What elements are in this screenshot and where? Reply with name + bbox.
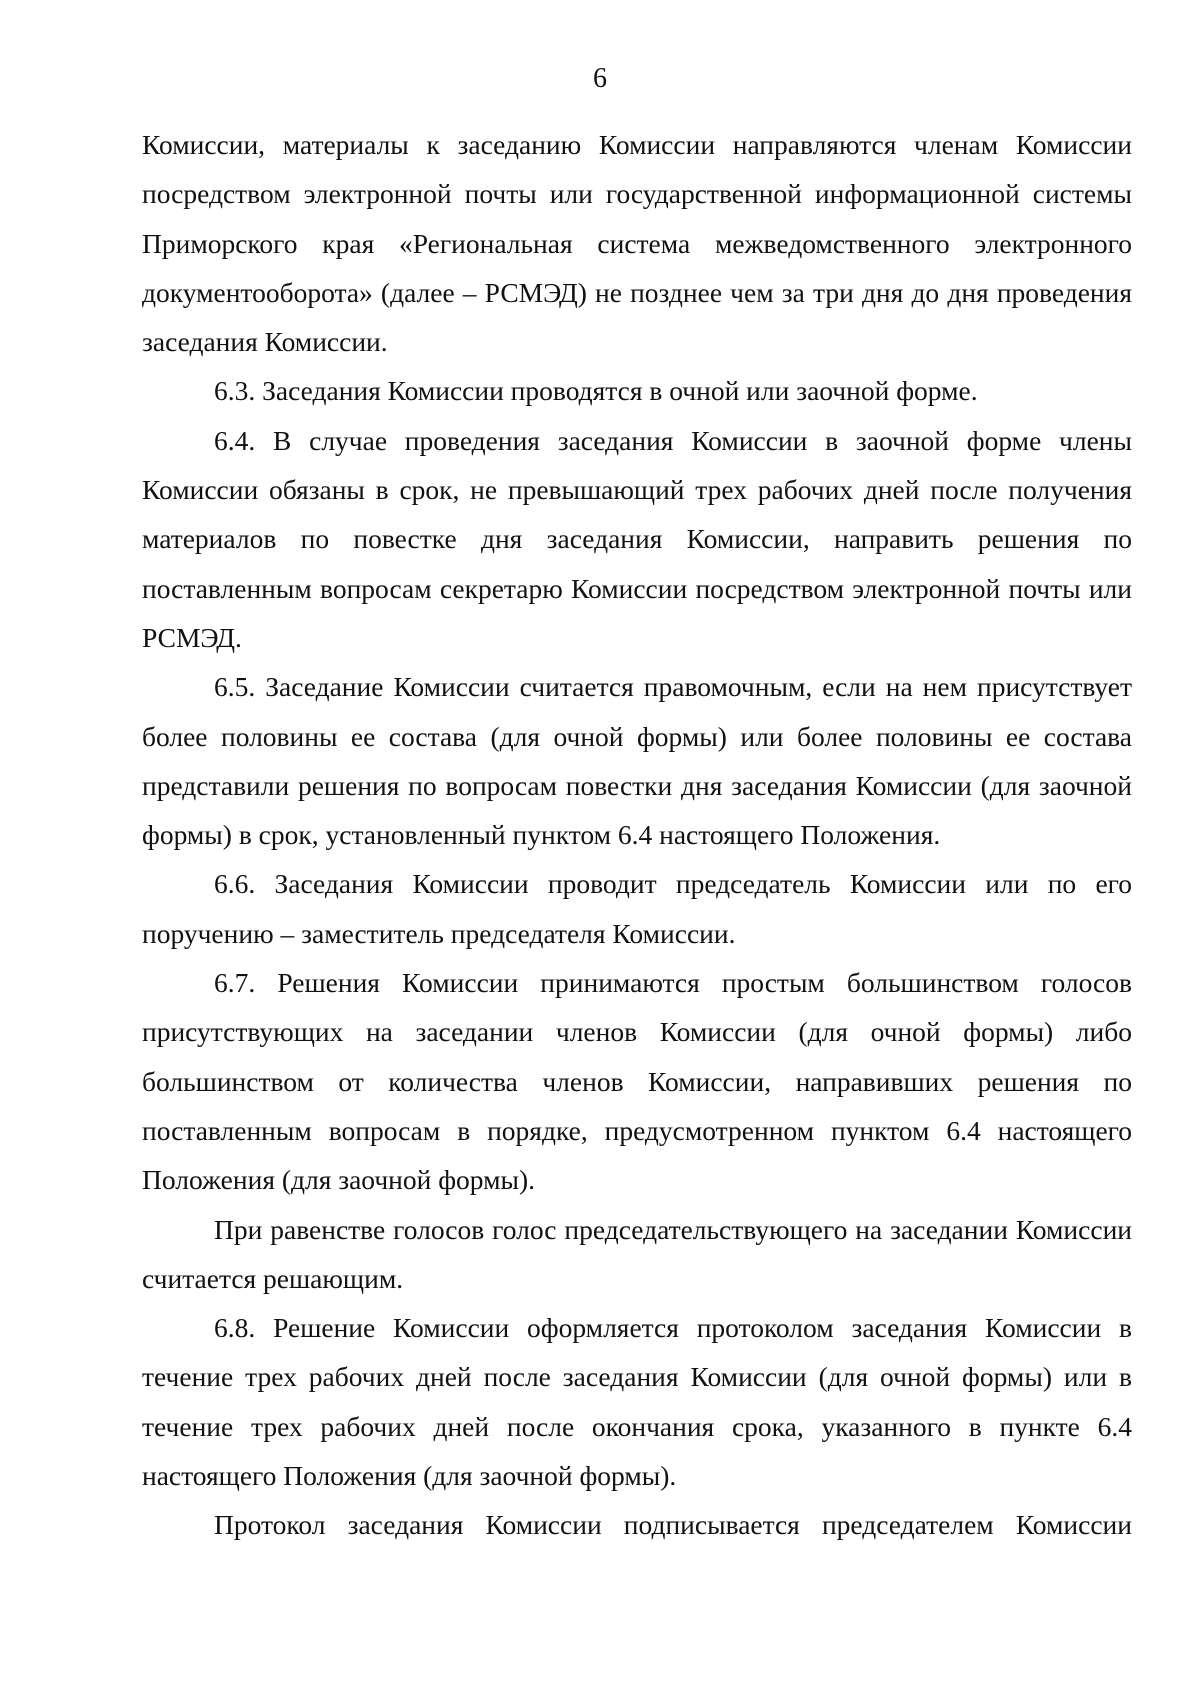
page-number: 6 <box>593 63 607 94</box>
paragraph-6-8: 6.8. Решение Комиссии оформляется протоколом заседания Комиссии в течение трех рабочих дней после заседания Комиссии (для очной формы) или в течение трех рабочих дней после окончания срока, указанного в пункте 6.4 настоящего Положения (для заочной формы). <box>142 1312 1132 1492</box>
paragraph-6-3: 6.3. Заседания Комиссии проводятся в очной или заочной форме. <box>214 375 978 407</box>
paragraph-tie-vote: При равенстве голосов голос председательствующего на заседании Комиссии считается решающим. <box>142 1213 1132 1294</box>
paragraph-continued: Комиссии, материалы к заседанию Комиссии направляются членам Комиссии посредством электронной почты или государственной информационной системы Приморского края «Региональная система межведомственного электронного документооборота» (далее – РСМЭД) не позднее чем за три дня до дня проведения заседания Комиссии. <box>142 129 1132 358</box>
paragraph-protocol: Протокол заседания Комиссии подписывается председателем Комиссии <box>214 1509 1132 1541</box>
document-body <box>142 120 1132 1550</box>
paragraph-6-5: 6.5. Заседание Комиссии считается правомочным, если на нем присутствует более половины ее состава (для очной формы) или более половины ее состава представили решения по вопросам повестки дня заседания Комиссии (для заочной формы) в срок, установленный пунктом 6.4 настоящего Положения. <box>142 671 1132 851</box>
paragraph-6-4: 6.4. В случае проведения заседания Комиссии в заочной форме члены Комиссии обязаны в срок, не превышающий трех рабочих дней после получения материалов по повестке дня заседания Комиссии, направить решения по поставленным вопросам секретарю Комиссии посредством электронной почты или РСМЭД. <box>142 424 1132 653</box>
paragraph-6-7: 6.7. Решения Комиссии принимаются простым большинством голосов присутствующих на заседании членов Комиссии (для очной формы) либо большинством от количества членов Комиссии, направивших решения по поставленным вопросам в порядке, предусмотренном пунктом 6.4 настоящего Положения (для заочной формы). <box>142 967 1132 1196</box>
paragraph-6-6: 6.6. Заседания Комиссии проводит председатель Комиссии или по его поручению – заместитель председателя Комиссии. <box>142 868 1132 949</box>
